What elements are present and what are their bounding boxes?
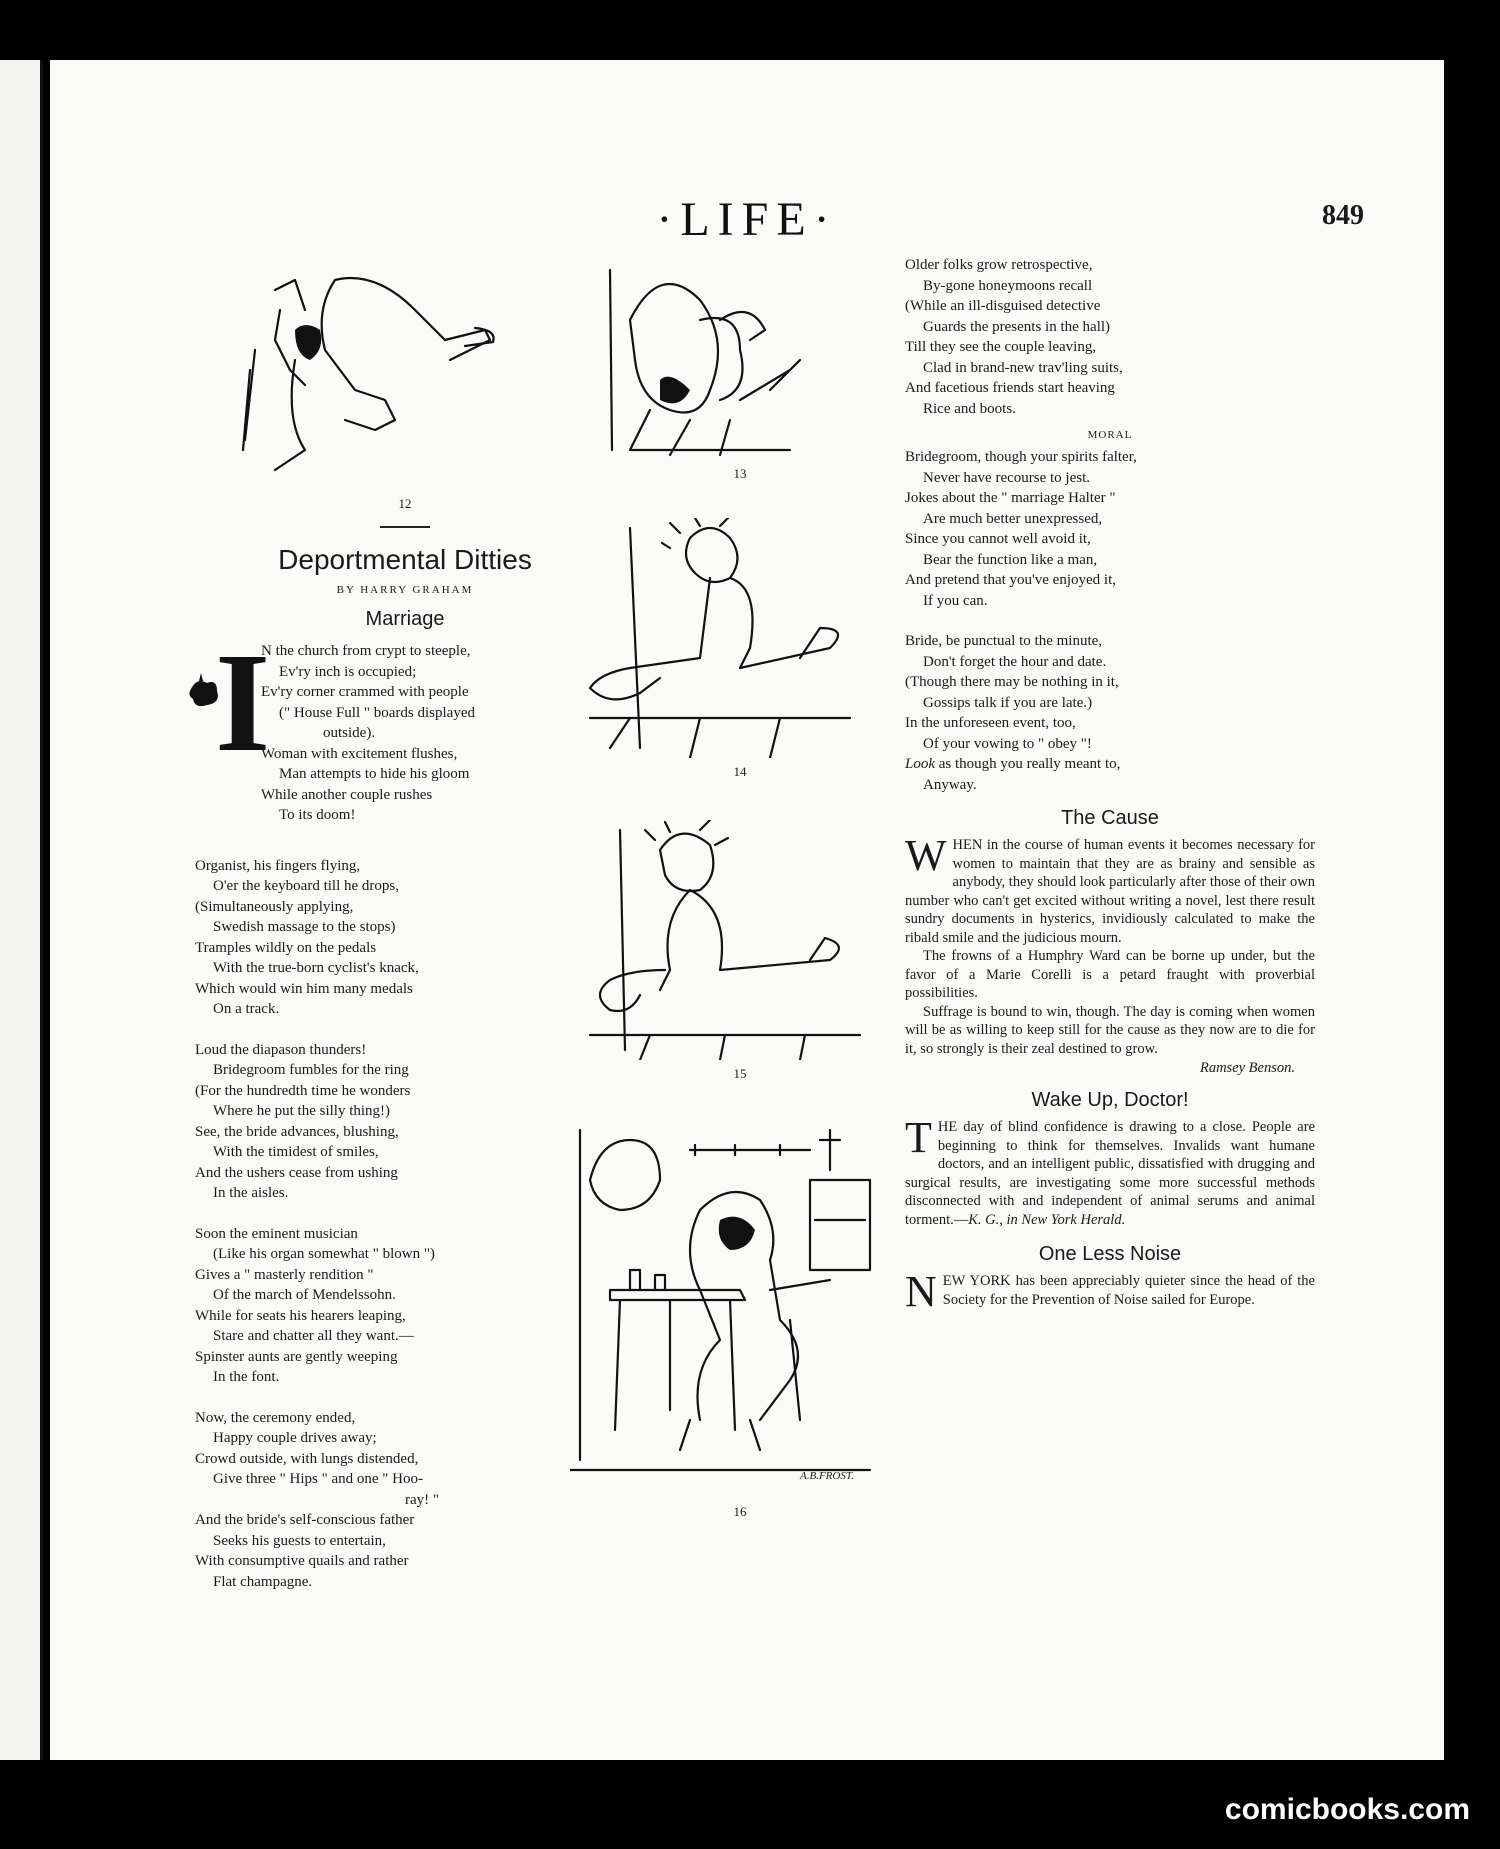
verse-line: (While an ill-disguised detective [905, 298, 1101, 314]
figure-number-14: 14 [733, 764, 747, 779]
verse-line: With the timidest of smiles, [213, 1144, 379, 1160]
left-column [195, 250, 615, 1612]
one-less-noise-heading: One Less Noise [1038, 1243, 1182, 1265]
verse-line: With consumptive quails and rather [195, 1553, 409, 1569]
adjacent-page-edge [0, 60, 43, 1760]
verse-line: Since you cannot well avoid it, [905, 531, 1091, 547]
illustration-13 [590, 260, 850, 460]
verse-line: Gives a " masterly rendition " [195, 1266, 374, 1283]
verse-line: Organist, his fingers flying, [195, 857, 361, 874]
figure-number-12: 12 [398, 496, 412, 511]
dropcap-t: T [905, 1113, 932, 1162]
verse-line-rest: as though you really meant to, [935, 756, 1121, 772]
poem-byline: BY HARRY GRAHAM [336, 584, 474, 596]
verse-line: While another couple rushes [261, 786, 433, 803]
verse-line [905, 754, 1315, 775]
verse-line: Of the march of Mendelssohn. [213, 1287, 396, 1303]
wake-up-heading: Wake Up, Doctor! [1031, 1089, 1189, 1111]
right-column [905, 255, 1315, 1316]
verse-line: And the bride's self-conscious father [195, 1512, 415, 1528]
poem-title: Deportmental Ditties [278, 544, 532, 575]
verse-line: ray! " [405, 1491, 440, 1508]
stanza-6 [905, 255, 1315, 419]
dropcap-n: N [905, 1267, 937, 1316]
verse-line: Gossips talk if you are late.) [923, 694, 1093, 711]
verse-line: Tramples wildly on the pedals [195, 939, 377, 956]
the-cause-signature: Ramsey Benson. [1199, 1060, 1295, 1076]
verse-line: Bride, be punctual to the minute, [905, 633, 1103, 649]
the-cause-text-1: HEN in the course of human events it becomes necessary for women to maintain that they are as brainy and sensible as anybody, they should look particularly after those of their own number who can't get excited without writing a novel, lest there result sundry documents in hysterics, invidiously calculated to make the ribald smile and the judicious mourn. [905, 837, 1315, 946]
stanza-5 [195, 1408, 615, 1593]
verse-line: In the aisles. [213, 1185, 289, 1201]
verse-line: Stare and chatter all they want.— [213, 1328, 414, 1344]
verse-line: In the unforeseen event, too, [905, 715, 1076, 731]
verse-line: Swedish massage to the stops) [213, 919, 396, 935]
magazine-page [50, 60, 1444, 1760]
wake-up-paragraph [905, 1113, 1315, 1229]
verse-line: N the church from crypt to steeple, [261, 643, 471, 659]
verse-line: (Like his organ somewhat " blown ") [213, 1246, 435, 1262]
the-cause-paragraph-2: The frowns of a Humphry Ward can be borne up under, but the favor of a Marie Corelli is a petard fraught with proverbial possibilities. [905, 948, 1315, 1001]
verse-line: Man attempts to hide his gloom [279, 766, 470, 782]
verse-line: Are much better unexpressed, [923, 510, 1103, 527]
figure-number-16: 16 [733, 1504, 747, 1519]
the-cause-paragraph-1 [905, 831, 1315, 947]
moral-stanza-2 [905, 631, 1315, 795]
verse-line: Don't forget the hour and date. [923, 653, 1107, 670]
stanza-3 [195, 1040, 615, 1204]
stanza-2 [195, 856, 615, 1020]
verse-line: Seeks his guests to entertain, [213, 1532, 386, 1549]
verse-line: Jokes about the " marriage Halter " [905, 490, 1116, 506]
illustration-15 [570, 820, 870, 1060]
stanza-1 [195, 623, 615, 826]
verse-line: To its doom! [279, 807, 356, 823]
verse-line: Spinster aunts are gently weeping [195, 1348, 398, 1365]
the-cause-heading: The Cause [1061, 807, 1159, 829]
verse-line: By-gone honeymoons recall [923, 277, 1093, 294]
verse-line: (" House Full " boards displayed [279, 704, 475, 721]
verse-line: Soon the eminent musician [195, 1225, 358, 1242]
verse-line: O'er the keyboard till he drops, [213, 878, 399, 894]
verse-line: Older folks grow retrospective, [905, 257, 1093, 273]
wake-up-credit: K. G., in New York Herald. [968, 1211, 1126, 1228]
verse-line: Rice and boots. [923, 400, 1016, 417]
verse-line: Where he put the silly thing!) [213, 1103, 391, 1119]
verse-line: On a track. [213, 1001, 280, 1017]
one-less-noise-paragraph [905, 1267, 1315, 1316]
verse-line: Never have recourse to jest. [923, 469, 1091, 486]
one-less-noise-text: EW YORK has been appreciably quieter since the head of the Society for the Prevention of Noise sailed for Europe. [942, 1273, 1315, 1308]
verse-line: Bear the function like a man, [923, 551, 1098, 568]
the-cause-paragraph-3: Suffrage is bound to win, though. The day is coming when women will be as willing to keep still for the cause as they now are to die for it, so strongly is their zeal destined to grow. [905, 1003, 1315, 1057]
verse-line: Guards the presents in the hall) [923, 318, 1111, 335]
watermark: comicbooks.com [1224, 1793, 1470, 1826]
verse-line: While for seats his hearers leaping, [195, 1307, 406, 1324]
verse-line: If you can. [923, 592, 988, 609]
verse-line: Bridegroom fumbles for the ring [213, 1062, 409, 1078]
verse-line: In the font. [213, 1369, 280, 1385]
verse-line: Clad in brand-new trav'ling suits, [923, 359, 1123, 376]
verse-line: Woman with excitement flushes, [261, 745, 458, 762]
illustration-16 [570, 1120, 880, 1480]
figure-number-13: 13 [733, 466, 747, 481]
moral-stanza-1 [905, 447, 1315, 611]
verse-line: Crowd outside, with lungs distended, [195, 1450, 419, 1467]
verse-line: With the true-born cyclist's knack, [213, 960, 419, 976]
illustration-12 [235, 250, 525, 490]
verse-line: Till they see the couple leaving, [905, 339, 1097, 355]
illustration-column [570, 260, 910, 1520]
verse-line: Happy couple drives away; [213, 1430, 377, 1446]
verse-line: (Though there may be nothing in it, [905, 674, 1119, 690]
emphasis-look: Look [905, 756, 935, 772]
verse-line: And facetious friends start heaving [905, 380, 1115, 396]
verse-line: (For the hundredth time he wonders [195, 1082, 411, 1099]
page-number: 849 [1322, 200, 1364, 231]
verse-line: See, the bride advances, blushing, [195, 1123, 399, 1140]
dropcap-w: W [905, 831, 947, 880]
masthead: ·LIFE· [656, 193, 838, 246]
illustration-14 [570, 518, 870, 758]
verse-line: outside). [323, 725, 376, 741]
verse-line: Ev'ry inch is occupied; [279, 663, 417, 680]
verse-line: Ev'ry corner crammed with people [261, 684, 469, 700]
verse-line: Anyway. [923, 776, 977, 793]
figure-number-15: 15 [733, 1066, 747, 1081]
verse-line: Give three " Hips " and one " Hoo- [213, 1471, 423, 1487]
moral-heading: MORAL [1087, 429, 1133, 441]
artist-signature: A.B.FROST. [800, 1470, 854, 1482]
verse-line: Which would win him many medals [195, 980, 413, 997]
title-rule [380, 526, 430, 528]
verse-line: Bridegroom, though your spirits falter, [905, 449, 1137, 465]
wake-up-text: HE day of blind confidence is drawing to a close. People are beginning to think for themselves. Invalids want humane doctors, and an intelligent public, dissatisfied with drugging and surgical results, are investigating some more successful methods disconnected with and independent of animal serums and animal torment.— [905, 1119, 1315, 1228]
verse-line: And pretend that you've enjoyed it, [905, 572, 1116, 588]
poem-subtitle: Marriage [365, 608, 445, 630]
verse-line: Flat champagne. [213, 1573, 313, 1590]
verse-line: (Simultaneously applying, [195, 898, 354, 915]
stanza-4 [195, 1224, 615, 1388]
verse-line: And the ushers cease from ushing [195, 1164, 398, 1181]
verse-line: Of your vowing to " obey "! [923, 735, 1092, 752]
verse-line: Loud the diapason thunders! [195, 1041, 367, 1058]
verse-line: Now, the ceremony ended, [195, 1409, 356, 1426]
dropcap-i: I [215, 623, 271, 781]
